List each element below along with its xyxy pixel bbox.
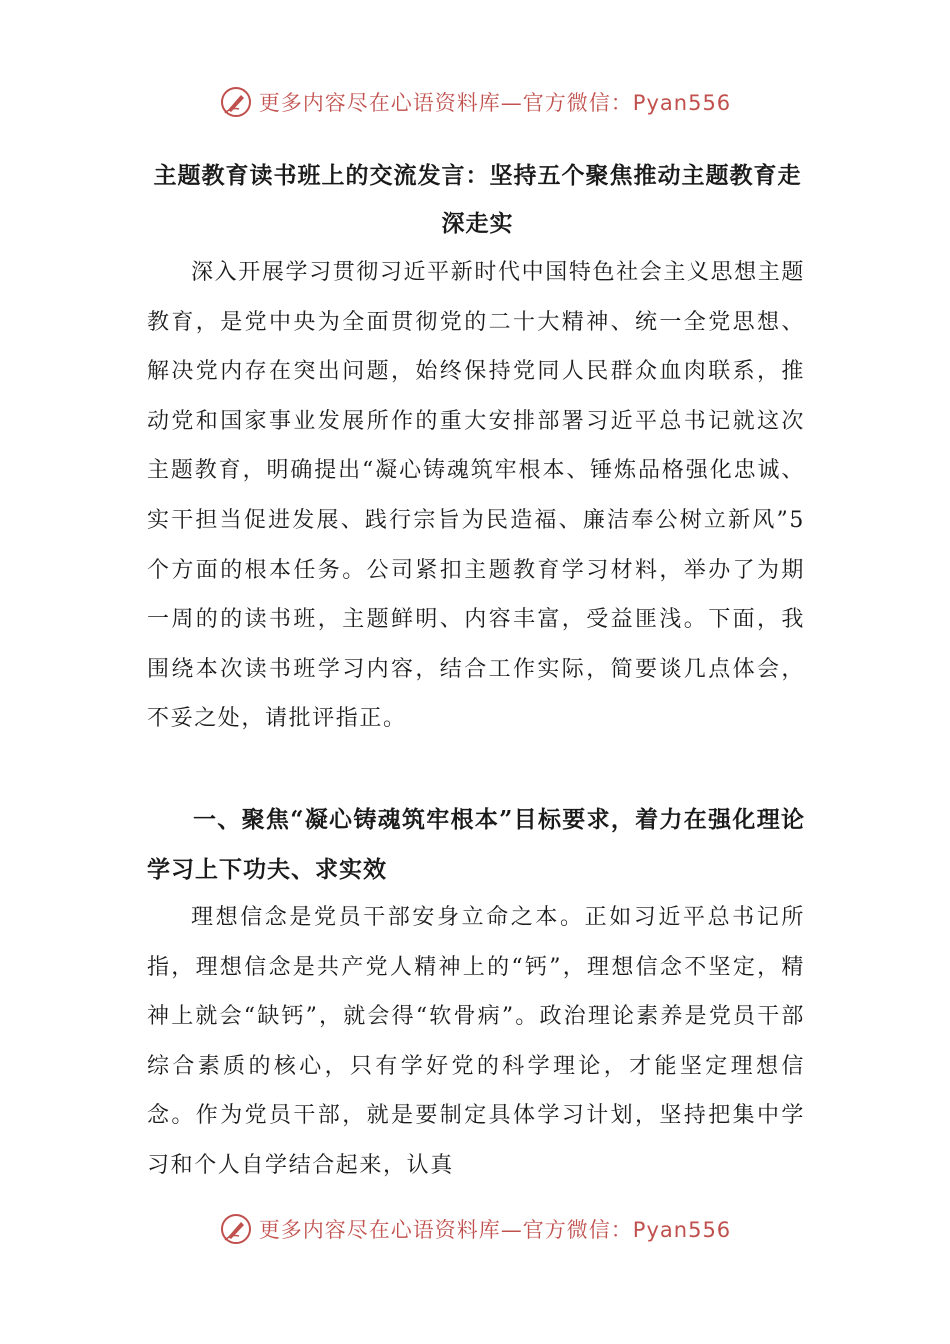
watermark-text: 更多内容尽在心语资料库—官方微信：Pyan556: [258, 1218, 732, 1242]
pen-logo-icon: [219, 1212, 253, 1246]
document-title: 主题教育读书班上的交流发言：坚持五个聚焦推动主题教育走深走实: [153, 162, 802, 237]
pen-logo-icon: [219, 85, 253, 119]
body-paragraph: 理想信念是党员干部安身立命之本。正如习近平总书记所指，理想信念是共产党人精神上的“钙”，理想信念不坚定，精神上就会“缺钙”，就会得“软骨病”。政治理论素养是党员干部综合素质的核心，只有学好党的科学理论，才能坚定理想信念。作为党员干部，就是要制定具体学习计划，坚持把集中学习和个人自学结合起来，认真: [147, 905, 805, 1178]
watermark-footer: [0, 1209, 950, 1249]
watermark-text: 更多内容尽在心语资料库—官方微信：Pyan556: [258, 91, 732, 115]
watermark-header: [0, 82, 950, 122]
body-paragraph: 深入开展学习贯彻习近平新时代中国特色社会主义思想主题教育，是党中央为全面贯彻党的二十大精神、统一全党思想、解决党内存在突出问题，始终保持党同人民群众血肉联系，推动党和国家事业发展所作的重大安排部署习近平总书记就这次主题教育，明确提出“凝心铸魂筑牢根本、锤炼品格强化忠诚、实干担当促进发展、践行宗旨为民造福、廉洁奉公树立新风”5个方面的根本任务。公司紧扣主题教育学习材料，举办了为期一周的的读书班，主题鲜明、内容丰富，受益匪浅。下面，我围绕本次读书班学习内容，结合工作实际，简要谈几点体会，不妥之处，请批评指正。: [147, 260, 805, 732]
section-heading: 一、聚焦“凝心铸魂筑牢根本”目标要求，着力在强化理论学习上下功夫、求实效: [147, 806, 805, 883]
